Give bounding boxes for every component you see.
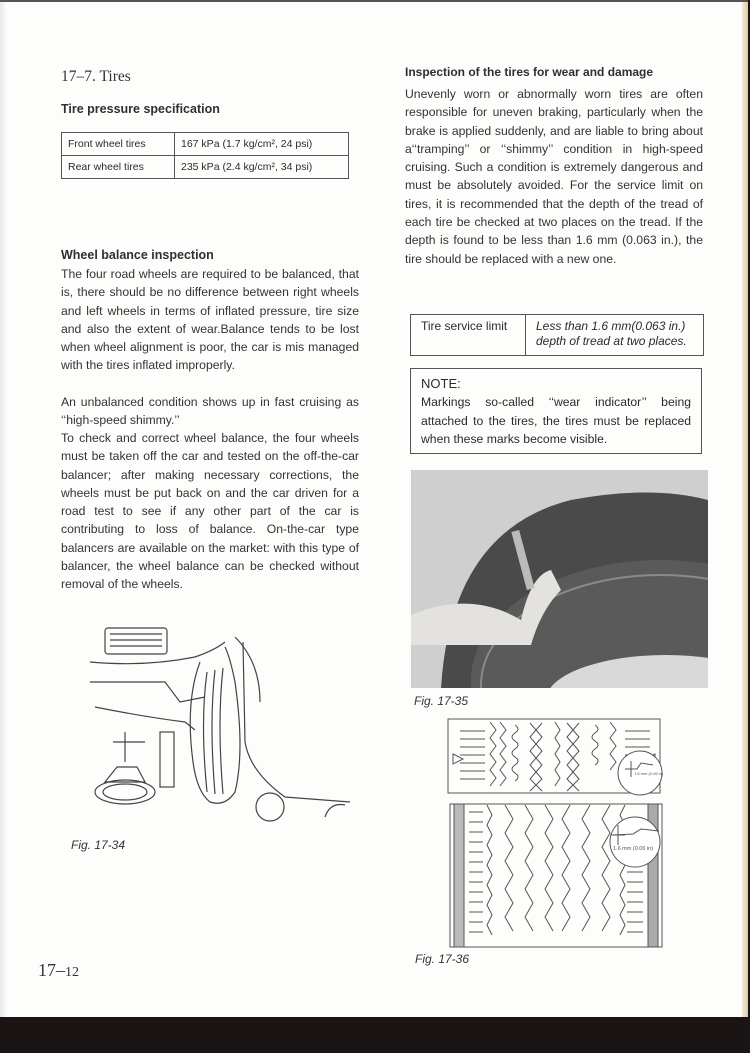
note-box [410,368,702,454]
row-value: 235 kPa (2.4 kg/cm², 34 psi) [175,156,349,179]
page-number [38,960,79,981]
fig-17-34-caption: Fig. 17-34 [71,838,126,852]
tire-pressure-heading: Tire pressure specification [61,102,220,116]
service-limit-value: Less than 1.6 mm(0.063 in.) depth of tread at two places. [536,319,687,348]
service-limit-table [410,314,704,356]
fig-17-35-caption: Fig. 17-35 [414,694,469,708]
note-title: NOTE: [421,376,461,391]
section-title: 17–7. Tires [61,68,131,85]
wheel-balance-paragraph-3: To check and correct wheel balance, the four wheels must be taken off the car and tested on the off-the-car balancer; after making necessary corrections, the wheels must be put back on and the car driven for a road test to see if any other part of the car is contributing to loss of balance. On-the-car type balancers are available on the market: with this type of balancer, the wheel balance can be checked without removal of the wheels. [61,431,359,592]
page-edge [0,2,6,1017]
row-value: 167 kPa (1.7 kg/cm², 24 psi) [175,133,349,156]
inspection-paragraph: Unevenly worn or abnormally worn tires are often responsible for uneven braking, particularly when the brake is applied suddenly, and are liable to bring about a‘‘tramping’’ or ‘‘shimmy’’ condition in high-speed cruising. Such a condition is extremely dangerous and must be absolutely avoided. For the service limit on tires, it is recommended that the depth of the tread of each tire be checked at two places on the tread. If the depth is found to be less than 1.6 mm (0.063 in.), the tire should be replaced with a new one. [405,87,703,266]
note-text: Markings so-called ‘‘wear indicator’’ being attached to the tires, the tires must be replaced when these marks become visible. [421,395,691,446]
wheel-balance-heading: Wheel balance inspection [61,248,214,262]
table-row [62,156,349,179]
inspection-heading: Inspection of the tires for wear and damage [405,65,654,79]
table-row [62,133,349,156]
wheel-balance-paragraph-2: An unbalanced condition shows up in fast cruising as ‘‘high-speed shimmy.’’ [61,395,359,428]
fig-17-36-tread-diagram [445,717,670,952]
page-number-page: 12 [65,965,79,980]
tire-pressure-table [61,132,349,179]
fig-36-callout-bottom: 1.6 mm (0.06 in) [613,846,654,852]
fig-17-36-caption: Fig. 17-36 [415,952,470,966]
row-label: Front wheel tires [62,133,175,156]
fig-17-34-drawing [85,622,350,822]
wheel-balance-paragraph-1: The four road wheels are required to be balanced, that is, there should be no difference between right wheels and left wheels in terms of inflated pressure, tire size and also the extent of wear.Balance tends to be lost when wheel alignment is poor, the car is mis managed with the tires inflated improperly. [61,267,359,373]
row-label: Rear wheel tires [62,156,175,179]
fig-36-callout-top: 1.6 mm (0.06 in) [634,771,664,776]
page-number-chapter: 17– [38,960,65,980]
service-limit-label: Tire service limit [411,315,526,355]
fig-17-35-photo [411,470,708,688]
